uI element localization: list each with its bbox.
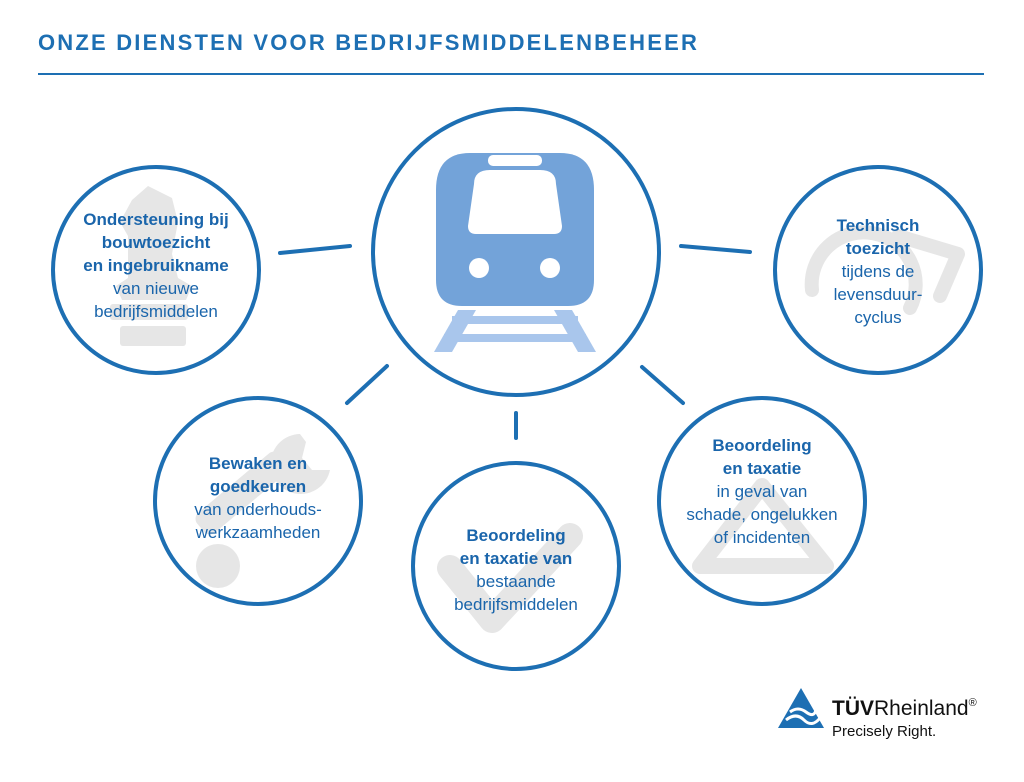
tuv-triangle-logo-icon xyxy=(776,686,826,730)
service-label-text: cyclus xyxy=(854,308,902,327)
brand-logo xyxy=(832,697,977,740)
service-label-text: in geval van xyxy=(716,482,808,501)
brand-name-bold: TÜV xyxy=(832,697,874,720)
service-label-text: bestaande xyxy=(476,572,556,591)
service-label-bold: Bewaken en xyxy=(208,454,308,473)
track-icon xyxy=(434,310,596,352)
connector-line xyxy=(280,246,350,253)
brand-tagline: Precisely Right. xyxy=(832,723,937,740)
service-label-text: of incidenten xyxy=(713,528,811,547)
service-label-maintenance xyxy=(168,452,348,544)
brand-name-rest: Rheinland xyxy=(874,697,969,720)
connector-line xyxy=(681,246,750,252)
connector-line xyxy=(347,366,387,403)
connector-line xyxy=(642,367,683,403)
service-label-text: tijdens de xyxy=(841,262,915,281)
service-label-bold: Beoordeling xyxy=(712,436,812,455)
service-label-text: schade, ongelukken xyxy=(686,505,838,524)
service-label-text: van onderhouds- xyxy=(194,500,322,519)
service-label-bold: bouwtoezicht xyxy=(101,233,211,252)
service-label-bold: toezicht xyxy=(845,239,911,258)
service-label-bold: Beoordeling xyxy=(466,526,566,545)
service-label-existing xyxy=(421,524,611,616)
page-title: ONZE DIENSTEN VOOR BEDRIJFSMIDDELENBEHEER xyxy=(38,30,700,55)
registered-mark: ® xyxy=(968,697,977,709)
service-label-bold: en taxatie xyxy=(722,459,802,478)
service-label-damage xyxy=(662,434,862,549)
service-label-construction xyxy=(56,208,256,323)
service-label-text: van nieuwe xyxy=(112,279,199,298)
service-label-bold: en taxatie van xyxy=(459,549,573,568)
service-label-bold: goedkeuren xyxy=(209,477,307,496)
service-label-text: bedrijfsmiddelen xyxy=(454,595,578,614)
brand-name xyxy=(832,697,977,721)
service-label-bold: Ondersteuning bij xyxy=(83,210,229,229)
service-label-bold: en ingebruikname xyxy=(83,256,229,275)
service-label-text: bedrijfsmiddelen xyxy=(94,302,218,321)
service-label-text: levensduur- xyxy=(833,285,923,304)
service-label-bold: Technisch xyxy=(836,216,920,235)
service-label-technical xyxy=(798,214,958,329)
service-label-text: werkzaamheden xyxy=(195,523,321,542)
train-icon xyxy=(436,153,594,306)
